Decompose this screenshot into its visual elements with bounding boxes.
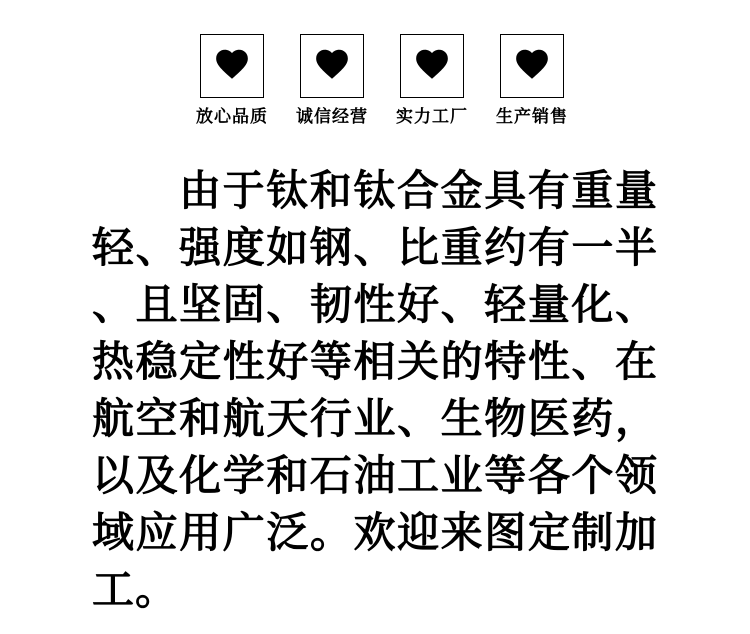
badge-factory [382,34,482,127]
badge-box [400,34,464,98]
badge-box [200,34,264,98]
paragraph-line: 轻、强度如钢、比重约有一半 [92,223,658,272]
paragraph-line: 热稳定性好等相关的特性、在 [92,337,658,386]
heart-icon [412,49,452,83]
paragraph-line: 域应用广泛。欢迎来图定制加 [92,508,658,557]
badge-integrity [282,34,382,127]
paragraph-line: 航空和航天行业、生物医药， [92,394,658,443]
heart-icon [312,49,352,83]
badge-box [300,34,364,98]
paragraph-line: 、且坚固、韧性好、轻量化、 [92,280,658,329]
heart-icon [212,49,252,83]
badge-box [500,34,564,98]
badge-label-factory: 实力工厂 [396,107,468,127]
heart-icon [512,49,552,83]
badge-label-sales: 生产销售 [496,107,568,127]
badge-label-quality: 放心品质 [196,107,268,127]
badge-label-integrity: 诚信经营 [296,107,368,127]
paragraph-line: 工。 [92,565,179,614]
paragraph-line: 以及化学和石油工业等各个领 [92,451,658,500]
badge-quality [182,34,282,127]
paragraph-line: 由于钛和钛合金具有重量 [179,166,658,215]
badge-sales [482,34,582,127]
description-paragraph [92,162,658,618]
badge-row [182,34,582,127]
